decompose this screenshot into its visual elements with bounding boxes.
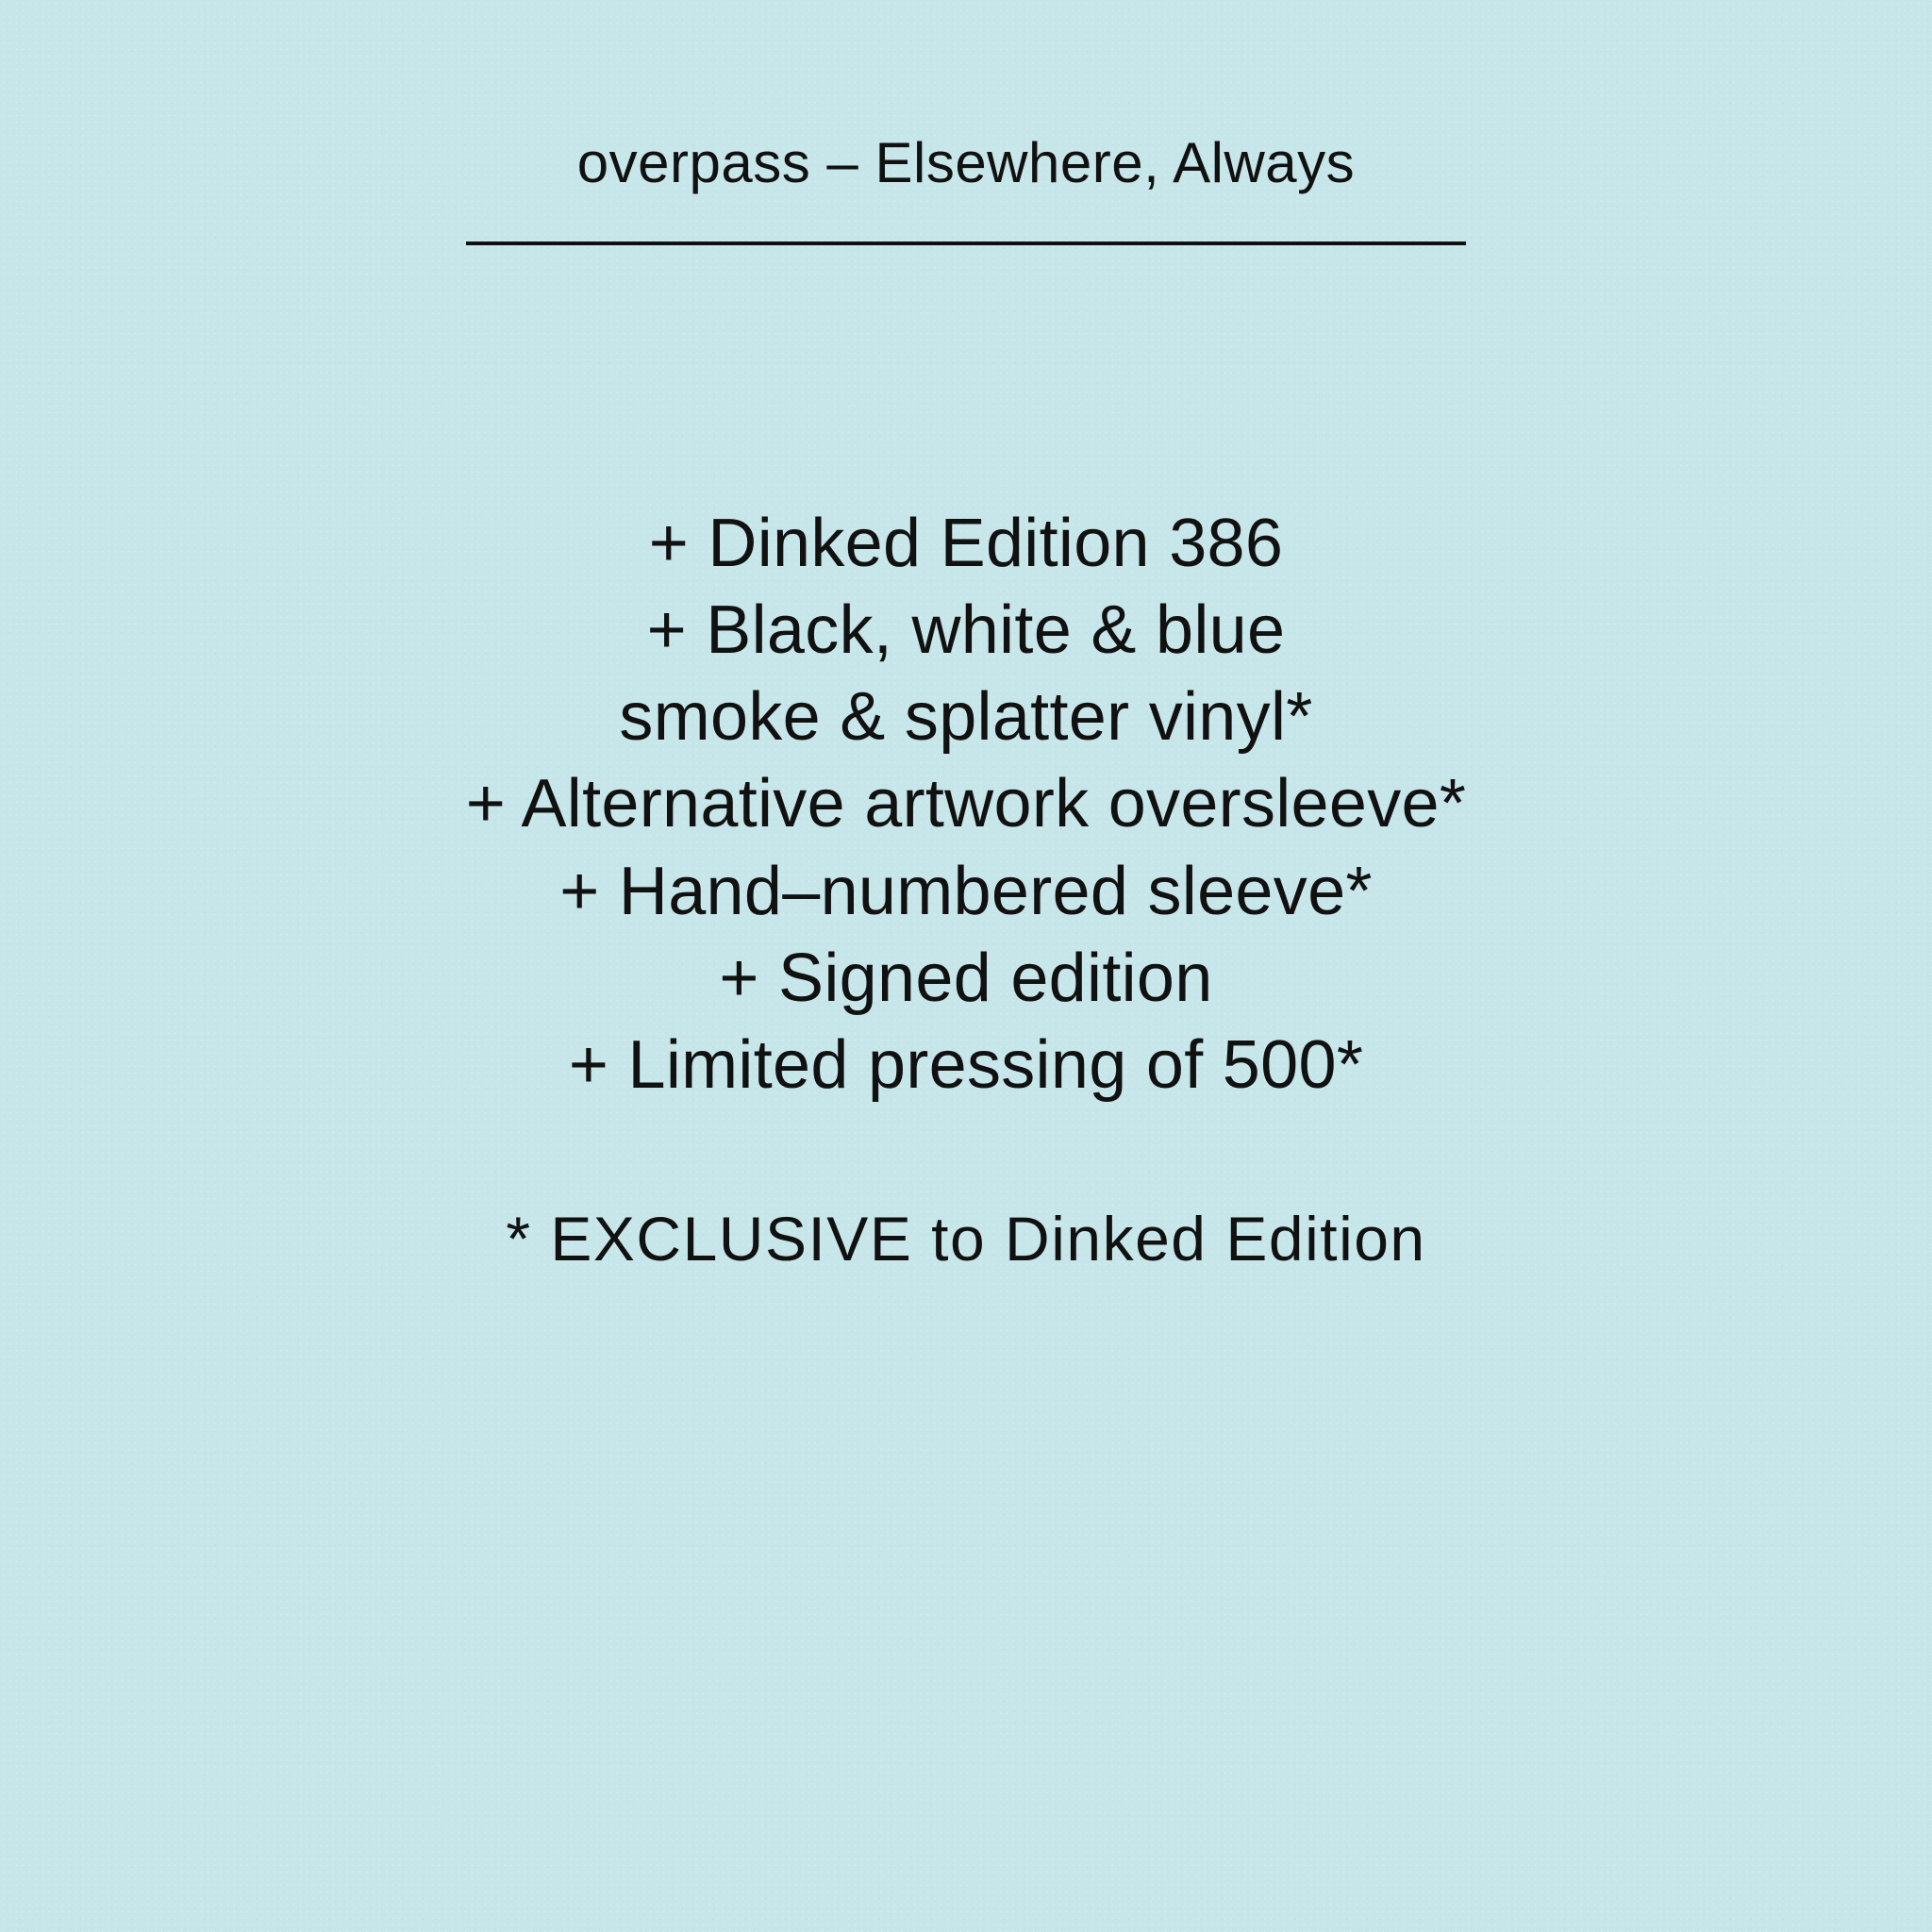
list-item: + Alternative artwork oversleeve*	[465, 766, 1467, 842]
exclusive-footnote: * EXCLUSIVE to Dinked Edition	[506, 1204, 1426, 1274]
list-item: + Signed edition	[719, 940, 1213, 1016]
list-item: + Hand–numbered sleeve*	[559, 853, 1373, 929]
list-item: + Dinked Edition 386	[648, 506, 1284, 581]
list-item: + Black, white & blue	[646, 592, 1286, 669]
list-item: + Limited pressing of 500*	[568, 1026, 1364, 1103]
list-item: smoke & splatter vinyl*	[619, 679, 1313, 756]
feature-list	[466, 500, 1466, 1108]
page-title: overpass – Elsewhere, Always	[576, 131, 1356, 194]
title-underline-rule	[466, 242, 1466, 245]
title-block	[466, 132, 1466, 245]
